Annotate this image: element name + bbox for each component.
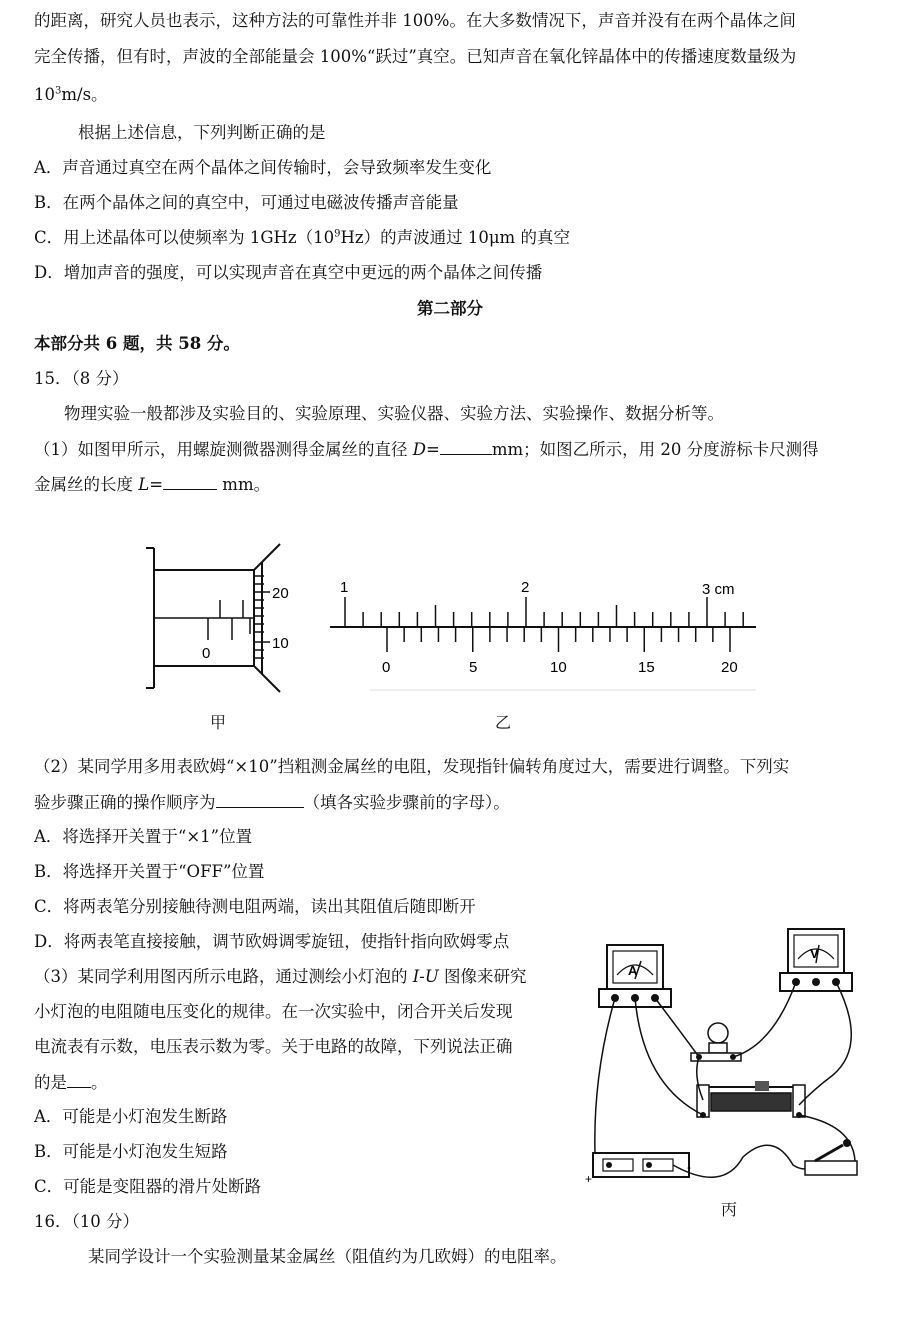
- q16-intro: 某同学设计一个实验测量某金属丝（阻值约为几欧姆）的电阻率。: [88, 1247, 567, 1266]
- ammeter: [599, 945, 671, 1007]
- main-label-2: 2: [521, 579, 530, 596]
- sleeve-label-0: 0: [202, 645, 211, 662]
- rheostat: [697, 1081, 805, 1118]
- answer-blank-fault[interactable]: [67, 1071, 91, 1088]
- thimble-label-10: 10: [272, 635, 289, 652]
- speed-base: 10: [34, 85, 55, 104]
- answer-blank-order[interactable]: [216, 791, 304, 808]
- option-c-part: C．用上述晶体可以使频率为 1GHz（10: [34, 228, 335, 247]
- q15-part1-line2: [34, 473, 270, 496]
- speed-exponent: 3: [55, 85, 62, 97]
- fault-option-b: B．可能是小灯泡发生短路: [34, 1142, 228, 1161]
- option-c: [34, 227, 570, 249]
- text-span: （3）某同学利用图丙所示电路，通过测绘小灯泡的: [34, 967, 413, 986]
- caption-bing: 丙: [721, 1200, 738, 1219]
- wires: [595, 982, 855, 1177]
- vernier-label-15: 15: [638, 659, 655, 676]
- vernier-label-10: 10: [550, 659, 567, 676]
- var-l: L: [138, 475, 150, 494]
- option-a: A．声音通过真空在两个晶体之间传输时，会导致频率发生变化: [34, 158, 492, 177]
- text-span: mm。: [217, 475, 271, 494]
- caption-jia: 甲: [210, 713, 227, 732]
- step-a: A．将选择开关置于“×1”位置: [34, 827, 253, 846]
- switch-icon: [805, 1139, 857, 1175]
- option-d: D．增加声音的强度，可以实现声音在真空中更远的两个晶体之间传播: [34, 263, 543, 282]
- text-span: （1）如图甲所示，用螺旋测微器测得金属丝的直径: [34, 440, 413, 459]
- text-span: =: [149, 475, 164, 494]
- q15-part3-line2: 小灯泡的电阻随电压变化的规律。在一次实验中，闭合开关后发现: [34, 1002, 513, 1021]
- battery: [585, 1153, 691, 1186]
- ammeter-symbol: A: [628, 963, 638, 978]
- thimble-label-20: 20: [272, 585, 289, 602]
- q15-part2-line2: [34, 791, 510, 814]
- battery-minus-label: -: [687, 1160, 691, 1174]
- text-span: =: [425, 440, 440, 459]
- text-span: 的是: [34, 1073, 67, 1092]
- circuit-figure: [583, 925, 868, 1190]
- fault-option-a: A．可能是小灯泡发生断路: [34, 1107, 228, 1126]
- q15-intro: 物理实验一般都涉及实验目的、实验原理、实验仪器、实验方法、实验操作、数据分析等。: [64, 404, 724, 423]
- question-header-16: 16．（10 分）: [34, 1212, 139, 1231]
- text-span: mm；如图乙所示，用 20 分度游标卡尺测得: [491, 440, 819, 459]
- answer-blank-d[interactable]: [440, 438, 492, 455]
- micrometer-figure: [140, 538, 300, 708]
- main-label-3cm: 3 cm: [702, 581, 735, 598]
- speed-unit: m/s。: [61, 85, 108, 104]
- question-header-15: 15．（8 分）: [34, 369, 129, 388]
- text-span: 。: [91, 1073, 108, 1092]
- battery-plus-label: +: [585, 1172, 593, 1186]
- text-span: 验步骤正确的操作顺序为: [34, 793, 216, 812]
- main-label-1: 1: [340, 579, 349, 596]
- section-note: 本部分共 6 题，共 58 分。: [34, 334, 240, 353]
- var-iu: I-U: [412, 967, 439, 986]
- paragraph-line: [34, 84, 108, 106]
- section-title: 第二部分: [417, 299, 483, 318]
- var-d: D: [412, 440, 426, 459]
- question-stem: 根据上述信息，下列判断正确的是: [78, 123, 326, 142]
- option-b: B．在两个晶体之间的真空中，可通过电磁波传播声音能量: [34, 193, 459, 212]
- voltmeter: [780, 929, 852, 991]
- text-span: 金属丝的长度: [34, 475, 139, 494]
- q15-part3-line4: [34, 1071, 108, 1094]
- vernier-label-20: 20: [721, 659, 738, 676]
- vernier-label-0: 0: [382, 659, 391, 676]
- voltmeter-symbol: V: [810, 946, 819, 961]
- vernier-caliper-figure: [328, 572, 758, 702]
- option-c-part: Hz）的声波通过 10μm 的真空: [340, 228, 570, 247]
- option-c-exponent: 9: [334, 228, 341, 240]
- answer-blank-l[interactable]: [163, 473, 217, 490]
- text-span: （填各实验步骤前的字母）。: [303, 793, 510, 812]
- caption-yi: 乙: [495, 713, 512, 732]
- step-d: D．将两表笔直接接触，调节欧姆调零旋钮，使指针指向欧姆零点: [34, 932, 510, 951]
- vernier-label-5: 5: [469, 659, 478, 676]
- q15-part3-line1: [34, 966, 527, 988]
- step-b: B．将选择开关置于“OFF”位置: [34, 862, 265, 881]
- text-span: 图像来研究: [438, 967, 527, 986]
- fault-option-c: C．可能是变阻器的滑片处断路: [34, 1177, 262, 1196]
- step-c: C．将两表笔分别接触待测电阻两端，读出其阻值后随即断开: [34, 897, 476, 916]
- q15-part3-line3: 电流表有示数，电压表示数为零。关于电路的故障，下列说法正确: [34, 1037, 513, 1056]
- paragraph-line: 的距离，研究人员也表示，这种方法的可靠性并非 100%。在大多数情况下，声音并没有在两个晶体之间: [34, 11, 796, 30]
- q15-part1-line1: [34, 438, 819, 461]
- paragraph-line: 完全传播，但有时，声波的全部能量会 100%“跃过”真空。已知声音在氧化锌晶体中的传播速度数量级为: [34, 47, 797, 66]
- q15-part2-line1: （2）某同学用多用表欧姆“×10”挡粗测金属丝的电阻，发现指针偏转角度过大，需要进行调整。下列实: [34, 757, 790, 776]
